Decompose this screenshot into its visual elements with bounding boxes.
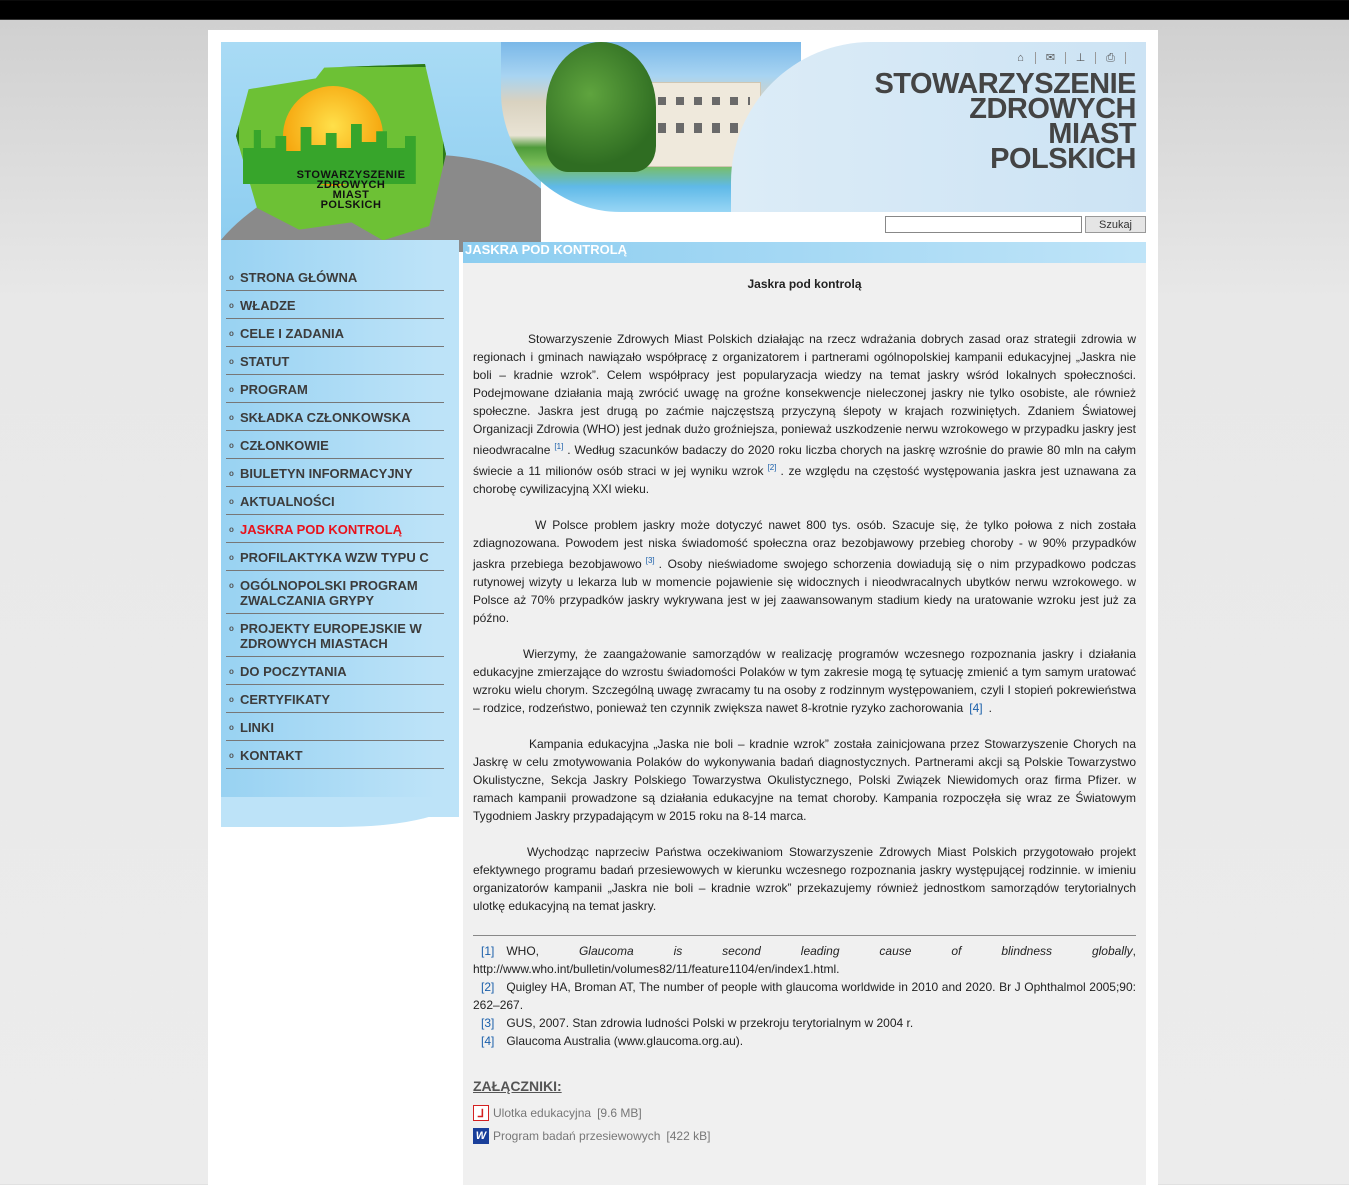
menu-item-statut[interactable]	[226, 347, 444, 375]
footnote-italic: Glaucoma is second leading cause of blindness globally	[578, 944, 1133, 958]
home-icon[interactable]: ⌂	[1006, 52, 1036, 64]
attachment-size: [9.6 MB]	[597, 1106, 642, 1120]
paragraph-text: Wierzymy, że zaangażowanie samorządów w realizację programów wczesnego rozpoznania jaskry i działania edukacyjne zmierzające do wzrostu świadomości Polaków w tym zakresie mogą tę sytuację zmienić a tym samym uratować wzroku wielu chorym. Szczególną uwagę zwracamy tu na osoby z rodzinnym występowaniem, czyli I stopień pokrewieństwa – rodzice, rodzeństwo, ponieważ ten czynnik zwiększa nawet 8-krotnie ryzyko zachorowania	[473, 647, 1136, 715]
article-title: Jaskra pod kontrolą	[747, 277, 862, 291]
menu-item-grypa[interactable]	[226, 571, 444, 614]
footnote-number[interactable]: [1]	[481, 944, 495, 958]
menu-item-label: STATUT	[240, 354, 290, 369]
menu-item-label: PROJEKTY EUROPEJSKIE W ZDROWYCH MIASTACH	[240, 621, 422, 651]
menu-item-label: KONTAKT	[240, 748, 303, 763]
paragraph-text: . Według szacunków badaczy do 2020 roku liczba chorych na jaskrę wzrośnie do prawie 80 mln na całym świecie a 11 milionów osób straci w jej wyniku wzrok	[473, 443, 1136, 478]
paragraph-text: . ze względu na częstość występowania jaskra jest uznawana za chorobę cywilizacyjną XXI wieku.	[473, 464, 1136, 496]
menu-item-label: BIULETYN INFORMACYJNY	[240, 466, 413, 481]
menu-item-biuletyn[interactable]	[226, 459, 444, 487]
menu-item-kontakt[interactable]	[226, 741, 444, 769]
logo-text-line: POLSKICH	[320, 199, 382, 211]
mail-icon[interactable]: ✉	[1036, 52, 1066, 64]
bullet-icon: o	[229, 624, 234, 633]
footnote-item	[473, 942, 1136, 978]
header-title-area	[731, 42, 1146, 212]
bullet-icon: o	[229, 357, 234, 366]
menu-item-label: AKTUALNOŚCI	[240, 494, 335, 509]
article	[463, 275, 1146, 1145]
menu-item-label: CELE I ZADANIA	[240, 326, 344, 341]
footnote-number[interactable]: [4]	[481, 1034, 495, 1048]
print-icon[interactable]: ⎙	[1096, 52, 1126, 64]
menu-item-label: STRONA GŁÓWNA	[240, 270, 358, 285]
footnote-text: Glaucoma Australia (www.glaucoma.org.au).	[506, 1034, 744, 1048]
menu-item-label: LINKI	[240, 720, 274, 735]
site-title-line: MIAST	[1048, 118, 1136, 150]
attachment-link[interactable]: Ulotka edukacyjna	[493, 1106, 592, 1120]
bullet-icon: o	[229, 301, 234, 310]
menu-item-linki[interactable]	[226, 713, 444, 741]
menu-item-do-poczytania[interactable]	[226, 657, 444, 685]
bullet-icon: o	[229, 385, 234, 394]
bullet-icon: o	[229, 413, 234, 422]
menu-item-profilaktyka-wzw[interactable]	[226, 543, 444, 571]
site-title-line: ZDROWYCH	[969, 93, 1136, 125]
menu-item-aktualnosci[interactable]	[226, 487, 444, 515]
bullet-icon: o	[229, 497, 234, 506]
attachments-title: ZAŁĄCZNIKI:	[473, 1078, 562, 1094]
bullet-icon: o	[229, 751, 234, 760]
search-button[interactable]: Szukaj	[1085, 216, 1146, 233]
paragraph-text: .	[988, 701, 992, 715]
paragraph-text: Stowarzyszenie Zdrowych Miast Polskich działając na rzecz wdrażania dobrych zasad oraz strategii zdrowia w regionach i gminach nawiązało współpracę z organizatorem i partnerami ogólnopolskiej kampanii edukacyjnej „Jaskra nie boli – kradnie wzrok”. Celem współpracy jest popularyzacja wiedzy na temat jaskry wśród lokalnych społeczności. Podejmowane działania mają zwrócić uwagę na groźne konsekwencje nieleczonej jaskry nie tylko osobiste, ale również społeczne. Jaskra jest drugą po zaćmie najczęstszą przyczyną ślepoty w krajach rozwiniętych. Zdaniem Światowej Organizacji Zdrowia (WHO) jest jednak dużo groźniejsza, ponieważ uszkodzenie nerwu wzrokowego w przypadku jaskry jest nieodwracalne	[473, 332, 1136, 457]
menu-item-label: OGÓLNOPOLSKI PROGRAM ZWALCZANIA GRYPY	[240, 578, 418, 608]
bullet-icon: o	[229, 525, 234, 534]
menu-item-jaskra[interactable]	[226, 515, 444, 543]
menu-item-projekty-europejskie[interactable]	[226, 614, 444, 657]
bullet-icon: o	[229, 329, 234, 338]
logo-text[interactable]	[266, 170, 436, 210]
menu-item-certyfikaty[interactable]	[226, 685, 444, 713]
header	[221, 42, 1146, 212]
photo-tree	[546, 42, 656, 172]
footnote-text: GUS, 2007. Stan zdrowia ludności Polski w przekroju terytorialnym w 2004 r.	[506, 1016, 914, 1030]
bullet-icon: o	[229, 469, 234, 478]
logo-text-line: STOWARZYSZENIE	[296, 169, 406, 181]
bullet-icon: o	[229, 273, 234, 282]
menu-item-program[interactable]	[226, 375, 444, 403]
word-icon: W	[473, 1128, 489, 1144]
menu-item-label: SKŁADKA CZŁONKOWSKA	[240, 410, 411, 425]
menu-item-cele-i-zadania[interactable]	[226, 319, 444, 347]
menu-item-wladze[interactable]	[226, 291, 444, 319]
section-title: JASKRA POD KONTROLĄ	[463, 242, 1146, 263]
footnote-number[interactable]: [3]	[481, 1016, 495, 1030]
menu-item-label: CZŁONKOWIE	[240, 438, 329, 453]
attachment-size: [422 kB]	[666, 1129, 711, 1143]
site-title	[874, 68, 1136, 175]
pdf-icon: ⅃	[473, 1105, 489, 1121]
menu-item-label: PROGRAM	[240, 382, 308, 397]
sidebar	[221, 240, 459, 817]
footnotes	[473, 935, 1136, 1050]
menu-item-skladka[interactable]	[226, 403, 444, 431]
menu-item-czlonkowie[interactable]	[226, 431, 444, 459]
article-paragraph: Kampania edukacyjna „Jaska nie boli – kradnie wzrok” została zainicjowana przez Stowarzyszenie Chorych na Jaskrę w celu zmotywowania Polaków do wykonywania badań diagnostycznych. Partnerami akcji są Polskie Towarzystwo Okulistyczne, Sekcja Jaskry Polskiego Towarzystwa Okulistycznego, Polski Związek Niewidomych oraz firma Pfizer. w ramach kampanii prowadzone są działania edukacyjne na temat choroby. Kampania rozpoczęła się wraz ze Światowym Tygodniem Jaskry przypadającym w 2015 roku na 8-14 marca.	[473, 737, 1136, 823]
footnote-item	[473, 1014, 1136, 1032]
footnote-text: , http://www.who.int/bulletin/volumes82/11/feature1104/en/index1.html.	[473, 944, 1136, 976]
main-menu	[226, 263, 444, 769]
menu-item-label: JASKRA POD KONTROLĄ	[240, 522, 403, 537]
site-title-line: STOWARZYSZENIE	[874, 68, 1136, 100]
main-content	[463, 242, 1146, 1185]
footnote-ref-2[interactable]: [2]	[767, 463, 777, 472]
article-paragraph	[473, 516, 1136, 627]
menu-item-label: WŁADZE	[240, 298, 296, 313]
paragraph-text: . Osoby nieświadome swojego schorzenia dowiadują się o nim przypadkowo podczas rutynowej wizyty u lekarza lub w momencie pojawienie się widocznych i nieodwracalnych ubytków nerwu wzrokowego. w Polsce aż 70% przypadków jaskry wykrywana jest w jej zaawansowanym stadium kiedy na uratowanie wzroku jest już za późno.	[473, 557, 1136, 625]
paragraph-text: W Polsce problem jaskry może dotyczyć nawet 800 tys. osób. Szacuje się, że tylko połowa z nich została zdiagnozowana. Powodem jest niska świadomość społeczna oraz bezobjawowy przebieg choroby - w 90% przypadków jaskra przebiega bezobjawowo	[473, 518, 1136, 571]
bullet-icon: o	[229, 695, 234, 704]
attachment-item[interactable]	[473, 1104, 1136, 1122]
menu-item-label: PROFILAKTYKA WZW TYPU C	[240, 550, 429, 565]
article-paragraph	[473, 645, 1136, 717]
sitemap-icon[interactable]: ⊥	[1066, 52, 1096, 64]
bullet-icon: o	[229, 441, 234, 450]
menu-item-strona-glowna[interactable]	[226, 263, 444, 291]
footnote-text: Quigley HA, Broman AT, The number of people with glaucoma worldwide in 2010 and 2020. Br J Ophthalmol 2005;90: 262–267.	[473, 980, 1136, 1012]
footnote-ref-3[interactable]: [3]	[645, 556, 655, 565]
bullet-icon: o	[229, 581, 234, 590]
article-paragraph: Wychodząc naprzeciw Państwa oczekiwaniom Stowarzyszenie Zdrowych Miast Polskich przygotowało projekt efektywnego programu badań przesiewowych w kierunku wczesnego rozpoznania jaskry występującej rodzinnie. w imieniu organizatorów kampanii „Jaskra nie boli – kradnie wzrok” przekazujemy również jednostkom samorządów terytorialnych ulotkę edukacyjną na temat jaskry.	[473, 845, 1136, 913]
logo-text-line: ZDROWYCH	[316, 179, 386, 191]
footnote-item	[473, 978, 1136, 1014]
footnote-ref-4[interactable]: [4]	[969, 701, 983, 715]
article-paragraph	[473, 330, 1136, 498]
search-input[interactable]	[885, 216, 1082, 233]
footnote-item	[473, 1032, 1136, 1050]
bullet-icon: o	[229, 667, 234, 676]
menu-item-label: DO POCZYTANIA	[240, 664, 347, 679]
page-container	[208, 30, 1158, 1185]
attachment-item[interactable]	[473, 1127, 1136, 1145]
bullet-icon: o	[229, 553, 234, 562]
footnote-number[interactable]: [2]	[481, 980, 495, 994]
footnote-text: WHO,	[506, 944, 579, 958]
attachment-link[interactable]: Program badań przesiewowych	[493, 1129, 661, 1143]
footnote-ref-1[interactable]: [1]	[554, 442, 564, 451]
header-icons	[1006, 52, 1126, 64]
logo-text-line: MIAST	[332, 189, 370, 201]
site-title-line: POLSKICH	[990, 143, 1136, 175]
logo-area	[221, 42, 541, 252]
menu-item-label: CERTYFIKATY	[240, 692, 331, 707]
bullet-icon: o	[229, 723, 234, 732]
